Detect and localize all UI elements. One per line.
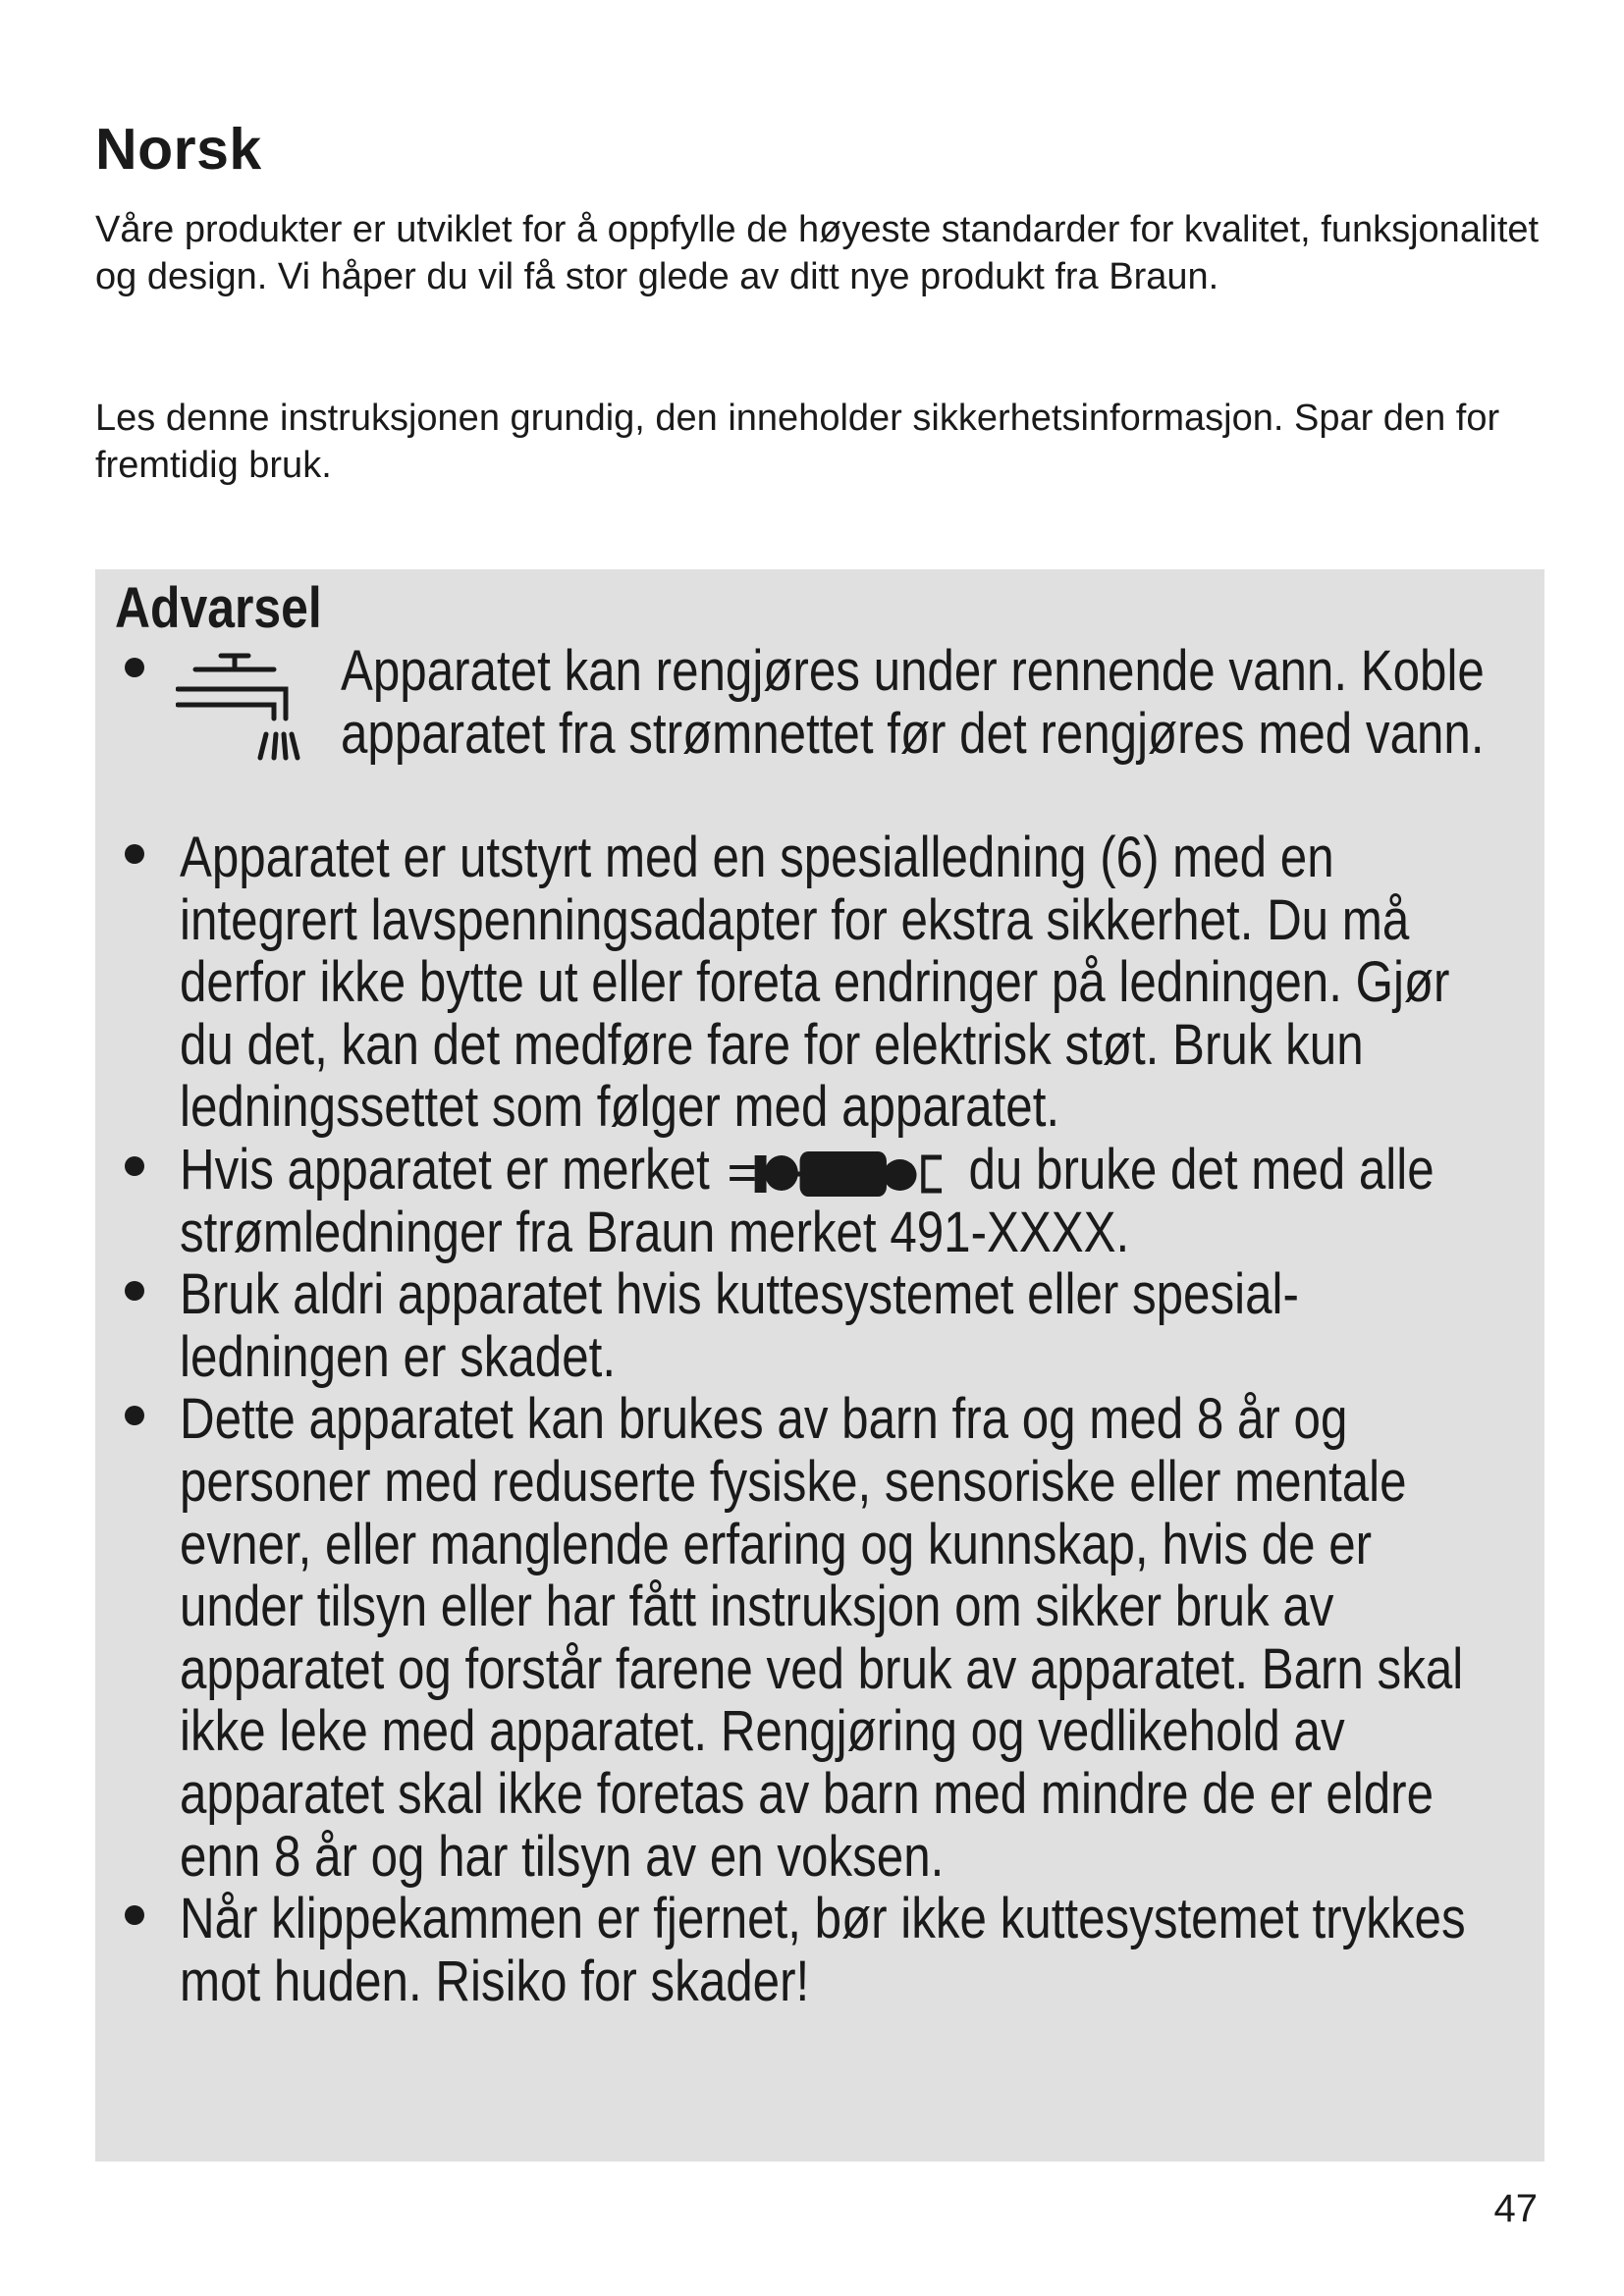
warning-item-text [180,1139,1498,1263]
page-number: 47 [1493,2187,1538,2230]
intro-paragraph: Les denne instruksjonen grundig, den inneholder sikkerhetsinformasjon. Spar den for fremtidig bruk. [95,398,1500,486]
warning-item-text: Når klippekammen er fjernet, bør ikke kuttesystemet trykkes mot huden. Risiko for skader! [180,1887,1466,2013]
list-item [95,640,1544,827]
marking-text-after: du bruke det med alle strømledninger fra Braun merket 491-XXXX. [180,1137,1435,1264]
list-item [95,1388,1544,1888]
bullet [125,1281,144,1301]
faucet-icon [176,648,303,766]
warning-item-text: Apparatet kan rengjøres under rennende vann. Koble apparatet fra strømnettet før det rengjøres med vann. [341,639,1485,766]
bullet [125,844,144,864]
list-item [95,1263,1544,1388]
warning-item-text: Dette apparatet kan brukes av barn fra og med 8 år og personer med reduserte fysiske, sensoriske eller mentale evner, eller manglende erfaring og kunnskap, hvis de er under tilsyn eller har fått instruksjon om sikker bruk av apparatet og forstår farene ved bruk av apparatet. Barn skal ikke leke med apparatet. Rengjøring og vedlikehold av apparatet skal ikke foretas av barn med mindre de er eldre enn 8 år og har tilsyn av en voksen. [180,1387,1464,1889]
list-item [95,1888,1544,2012]
bullet [125,1156,144,1176]
bullet [125,1905,144,1925]
bullet [125,658,144,677]
list-item [95,1139,1544,1263]
intro-paragraph: Våre produkter er utviklet for å oppfylle de høyeste standarder for kvalitet, funksjonalitet og design. Vi håper du vil få stor glede av ditt nye produkt fra Braun. [95,209,1540,297]
warning-item-text: Apparatet er utstyrt med en spesialledning (6) med en integrert lavspenningsadapter for ekstra sikkerhet. Du må derfor ikke bytte ut eller foreta endringer på ledningen. Gjør du det, kan det medføre fare for elektrisk støt. Bruk kun ledningssettet som følger med apparatet. [180,826,1450,1140]
cord-marking-icon [727,1148,952,1201]
page-title: Norsk [95,117,262,182]
warning-title: Advarsel [115,576,322,640]
list-item [95,827,1544,1139]
warning-list [95,640,1544,2012]
marking-text-before: Hvis apparatet er merket [180,1137,710,1201]
warning-box [95,569,1544,2162]
bullet [125,1406,144,1425]
warning-item-text: Bruk aldri apparatet hvis kuttesystemet eller spesial-ledningen er skadet. [180,1262,1299,1389]
